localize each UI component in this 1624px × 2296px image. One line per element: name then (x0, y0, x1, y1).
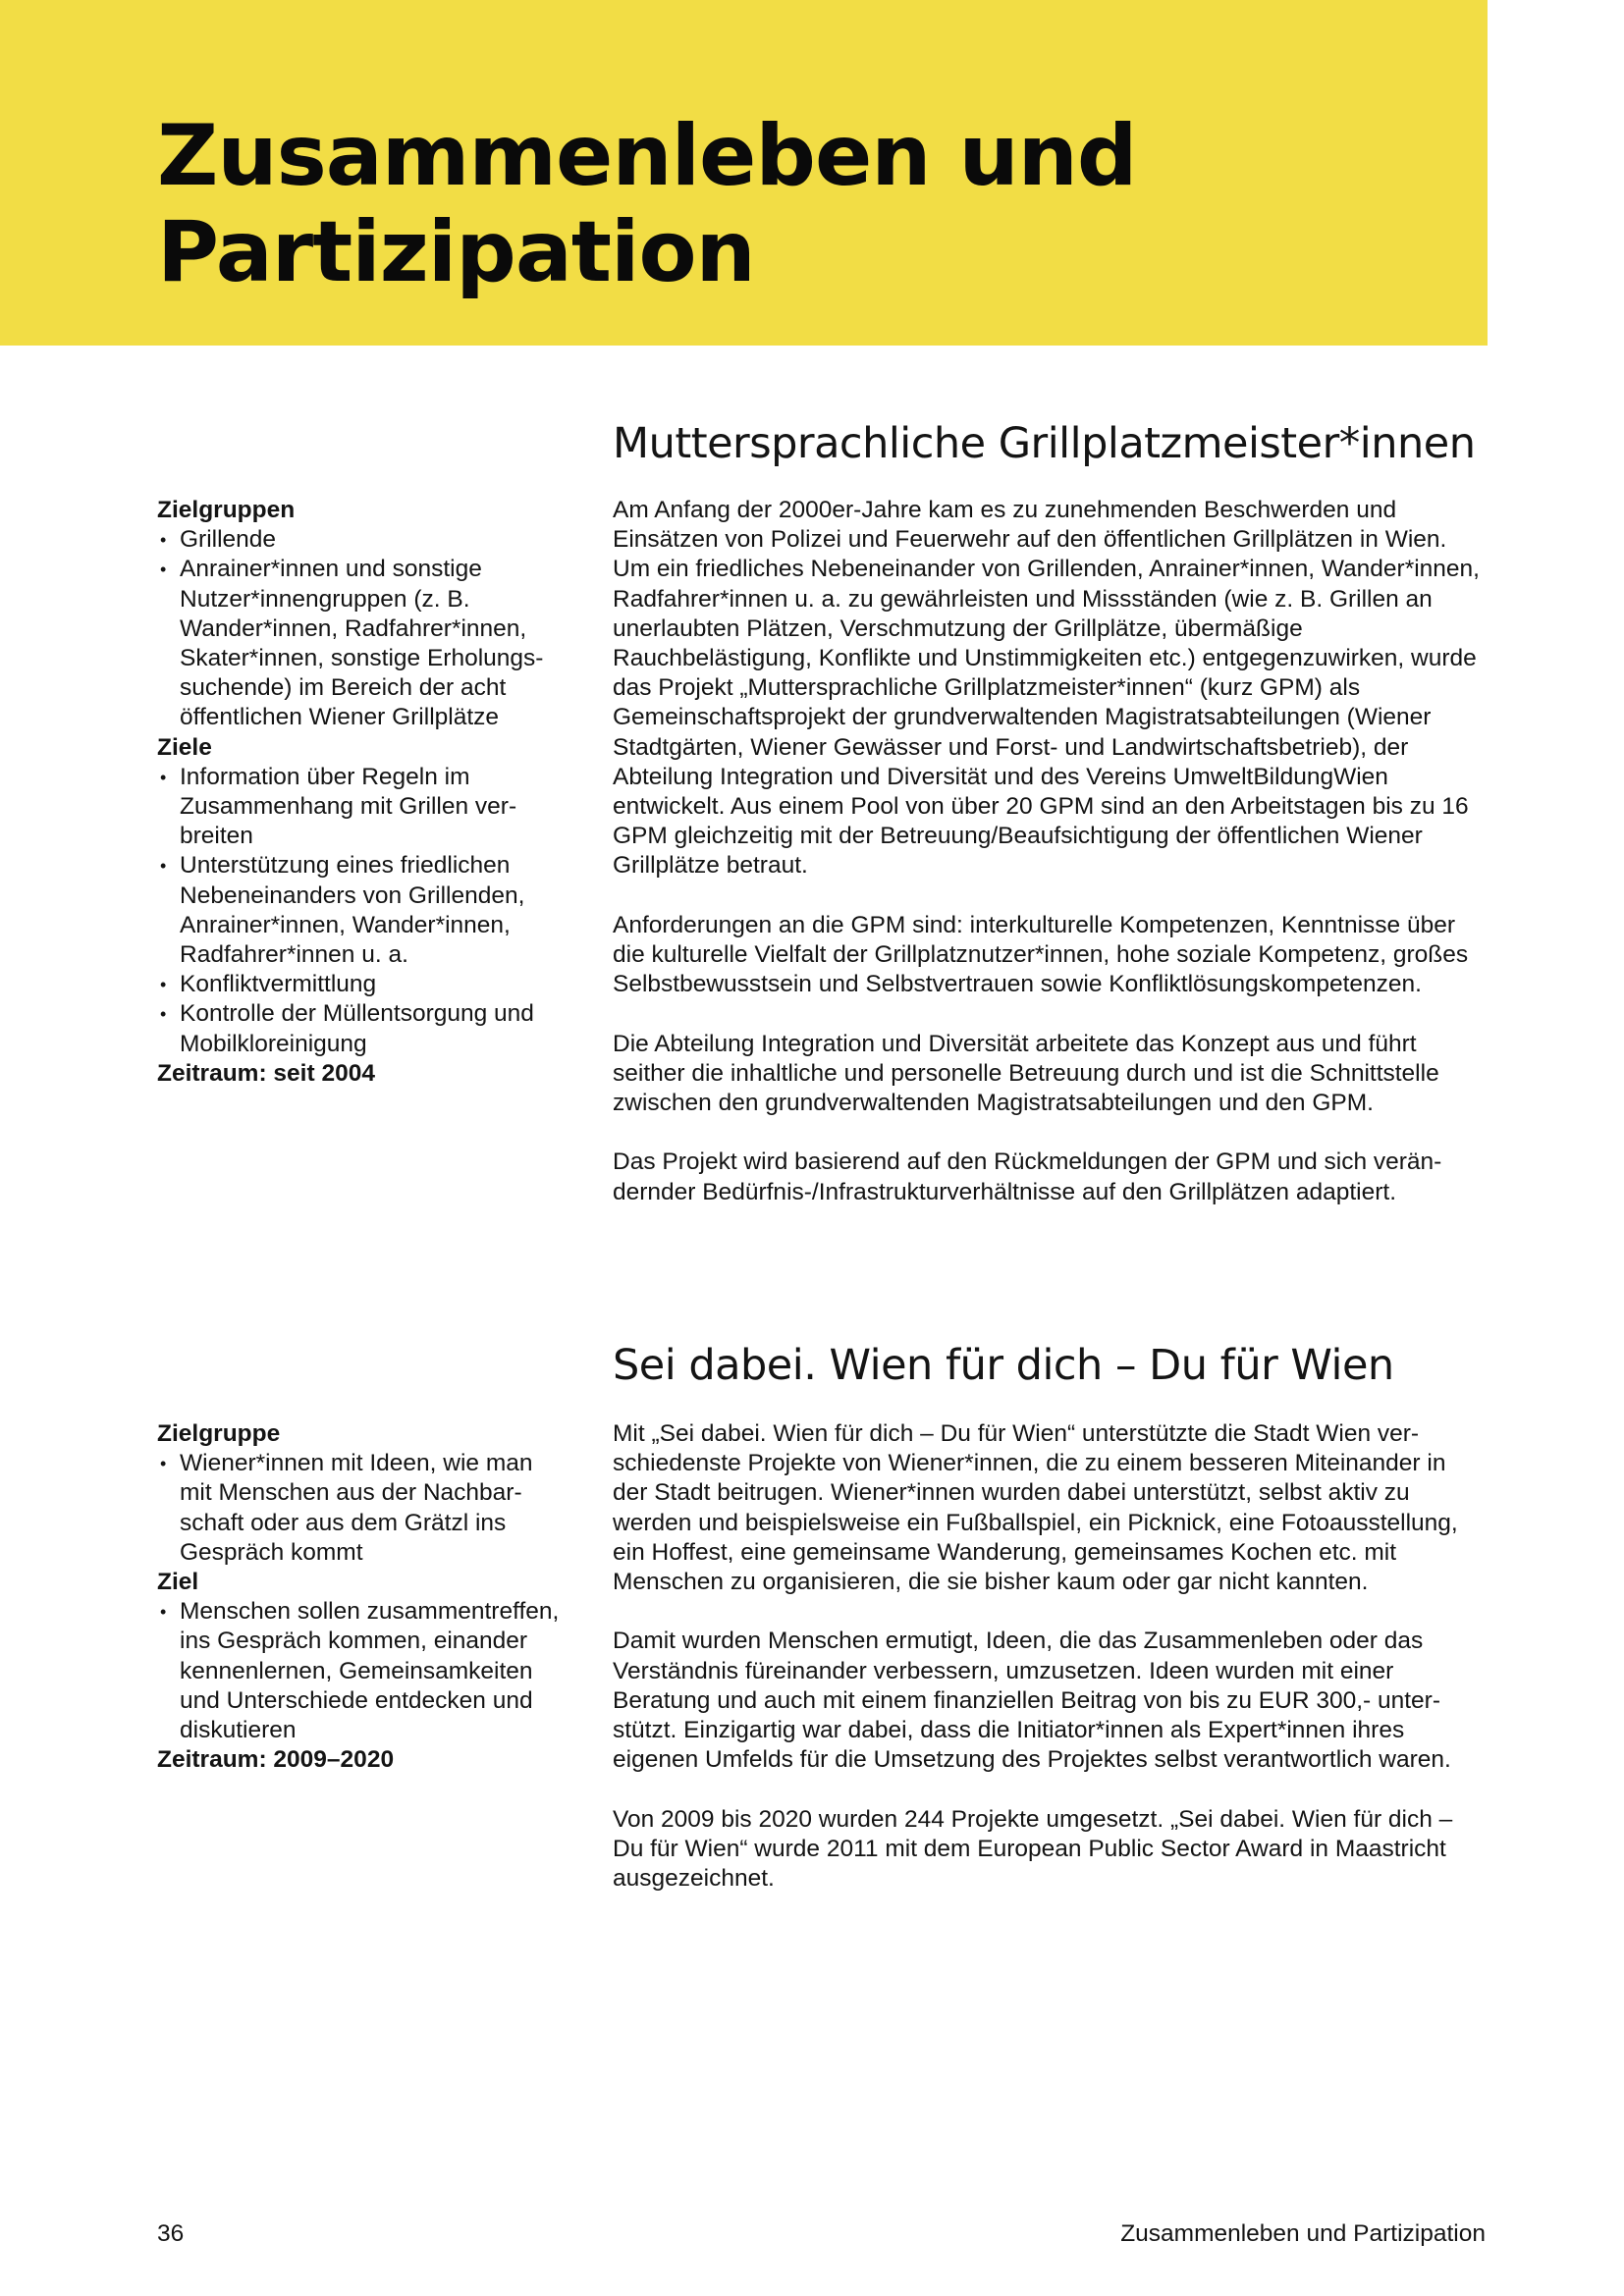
paragraph: Das Projekt wird basierend auf den Rückmeldungen der GPM und sich verändernder Bedürfnis-/Infrastrukturverhältnisse auf den Grillplätzen adaptiert. (613, 1148, 1442, 1205)
section-heading-sei-dabei: Sei dabei. Wien für dich – Du für Wien (613, 1341, 1394, 1390)
paragraph: Am Anfang der 2000er-Jahre kam es zu zunehmenden Beschwerden und Einsätzen von Polizei und Feuerwehr auf den öffentlichen Grillplätzen in Wien. Um ein friedliches Nebeneinander von Grillenden, Anrainer*innen, Wander*innen, Radfahrer*innen u. a. zu gewährleisten und Missständen (wie z. B. Grillen an unerlaubten Plätzen, Verschmutzung der Grillplätze, übermäßige Rauchbelästigung, Konflikte und Unstimmigkeiten etc.) entgegenzuwirken, wurde das Projekt „Muttersprachliche Grillplatzmeister*innen“ (kurz GPM) als Gemeinschaftsprojekt der grundverwaltenden Magistratsabteilungen (Wiener Stadtgärten, Wiener Gewässer und Forst- und Landwirtschaftsbetrieb), der Abteilung Integration und Diversität und des Vereins UmweltBildungWien entwickelt. Aus einem Pool von über 20 GPM sind an den Arbeitstagen bis zu 16 GPM gleichzeitig mit der Betreuung/Beaufsichtigung der öffentlichen Wiener Grillplätze betraut. (613, 497, 1480, 880)
page-title (157, 108, 1136, 300)
goals-list (157, 763, 569, 1059)
period-label: Zeitraum: 2009–2020 (157, 1746, 395, 1774)
body-text-grillplatz (613, 496, 1487, 1207)
list-item: • Menschen sollen zusammentreffen, ins Gespräch kommen, einander kennenlernen, Gemeinsamkeiten und Unterschiede entdecken und diskutieren (157, 1597, 569, 1745)
paragraph: Die Abteilung Integration und Diversität arbeitete das Konzept aus und führt seither die inhaltliche und personelle Betreuung durch und ist die Schnittstelle zwischen den grundverwaltenden Magistratsabteilungen und den GPM. (613, 1030, 1439, 1117)
paragraph: Von 2009 bis 2020 wurden 244 Projekte umgesetzt. „Sei dabei. Wien für dich – Du für Wien“ wurde 2011 mit dem European Public Sector Award in Maastricht ausgezeichnet. (613, 1805, 1453, 1893)
goals-label: Ziel (157, 1569, 199, 1596)
paragraph: Anforderungen an die GPM sind: interkulturelle Kompetenzen, Kenntnisse über die kulturelle Vielfalt der Grillplatznutzer*innen, hohe soziale Kompetenz, großes Selbstbewusstsein und Selbstvertrauen sowie Konfliktlösungskompetenzen. (613, 911, 1469, 998)
target-group-list (157, 1449, 569, 1568)
sidebar-grillplatz (157, 496, 569, 1089)
period-label: Zeitraum: seit 2004 (157, 1059, 375, 1087)
list-item: • Anrainer*innen und sonstige Nutzer*innengruppen (z. B. Wander*innen, Radfahrer*innen, Skater*innen, sonstige Erholungssuchende) im Bereich der acht öffentlichen Wiener Grillplätze (157, 555, 569, 732)
title-banner (0, 0, 1488, 346)
list-item: • Unterstützung eines friedlichen Nebeneinanders von Grillenden, Anrainer*innen, Wander*innen, Radfahrer*innen u. a. (157, 851, 569, 970)
page-title-line-2: Partizipation (157, 203, 755, 301)
goals-label: Ziele (157, 733, 212, 761)
paragraph: Mit „Sei dabei. Wien für dich – Du für Wien“ unterstützte die Stadt Wien verschiedenste Projekte von Wiener*innen, die zu einem besseren Miteinander in der Stadt beitrugen. Wiener*innen wurden dabei unterstützt, selbst aktiv zu werden und beispielsweise ein Fußballspiel, ein Picknick, eine Fotoausstellung, ein Hoffest, eine gemeinsame Wanderung, gemeinsames Kochen etc. mit Menschen zu organisieren, die sie bisher kaum oder gar nicht kannten. (613, 1420, 1458, 1596)
list-item: • Konfliktvermittlung (157, 970, 569, 999)
footer-chapter-title: Zusammenleben und Partizipation (1120, 2220, 1486, 2247)
list-item: • Kontrolle der Müllentsorgung und Mobilkloreinigung (157, 999, 569, 1058)
list-item: • Wiener*innen mit Ideen, wie man mit Menschen aus der Nachbarschaft oder aus dem Grätzl ins Gespräch kommt (157, 1449, 569, 1568)
section-heading-grillplatz: Muttersprachliche Grillplatzmeister*innen (613, 419, 1476, 468)
list-item: • Information über Regeln im Zusammenhang mit Grillen verbreiten (157, 763, 569, 852)
page-title-line-1: Zusammenleben und (157, 107, 1137, 205)
goals-list (157, 1597, 569, 1745)
paragraph: Damit wurden Menschen ermutigt, Ideen, die das Zusammenleben oder das Verständnis füreinander verbessern, umzusetzen. Ideen wurden mit einer Beratung und auch mit einem finanziellen Beitrag von bis zu EUR 300,- unterstützt. Einzigartig war dabei, dass die Initiator*innen als Expert*innen ihres eigenen Umfelds für die Umsetzung des Projektes selbst verantwortlich waren. (613, 1628, 1451, 1774)
body-text-sei-dabei (613, 1419, 1487, 1894)
sidebar-sei-dabei (157, 1419, 569, 1775)
target-group-list (157, 525, 569, 732)
target-group-label: Zielgruppen (157, 497, 296, 523)
page-number: 36 (157, 2220, 185, 2247)
target-group-label: Zielgruppe (157, 1420, 281, 1447)
list-item: • Grillende (157, 525, 569, 555)
